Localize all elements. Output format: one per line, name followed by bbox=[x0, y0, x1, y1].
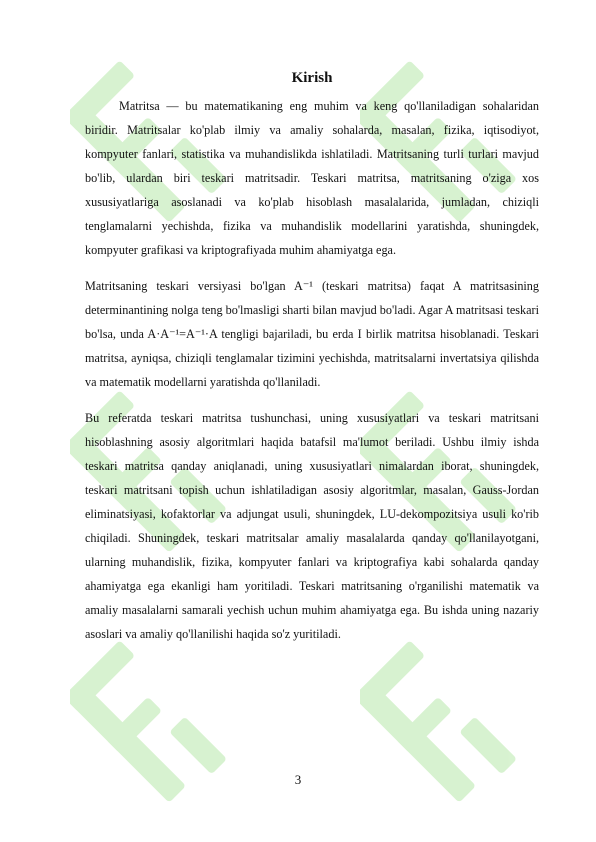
paragraph-3: Bu referatda teskari matritsa tushunchasi, uning xususiyatlari va teskari matritsani hisoblashning asosiy algoritmlari haqida batafsil ma'lumot beriladi. Ushbu ilmiy ishda teskari matritsa qanday aniqlanadi, uning xususiyatlari nimalardan iborat, shuningdek, teskari matritsani topish uchun ishlatiladigan asosiy algoritmlar, masalan, Gauss-Jordan eliminatsiyasi, kofaktorlar va adjungat usuli, shuningdek, LU-dekompozitsiya usuli ko'rib chiqiladi. Shuningdek, teskari matritsalar amaliy masalalarda qanday qo'llanilayotgani, ularning muhandislik, fizika, kompyuter fanlari va kriptografiya kabi sohalarda qanday ahamiyatga ega ekanligi ham yoritiladi. Teskari matritsaning o'rganilishi matematik va amaliy masalalarni samarali yechish uchun muhim ahamiyatga ega. Bu ishda uning nazariy asoslari va amaliy qo'llanilishi haqida so'z yuritiladi. bbox=[85, 411, 539, 641]
document-body bbox=[85, 68, 539, 658]
paragraph-1: Matritsa — bu matematikaning eng muhim va keng qo'llaniladigan sohalaridan biridir. Matritsalar ko'plab ilmiy va amaliy sohalarda, masalan, fizika, iqtisodiyot, kompyuter fanlari, statistika va muhandislikda ishlatiladi. Matritsaning turli turlari mavjud bo'lib, ulardan biri teskari matritsadir. Teskari matritsa, matritsaning o'ziga xos xususiyatlariga asoslanadi va ko'plab hisoblash masalalarida, jumladan, chiziqli tenglamalarni yechishda, fizika va muhandislik modellarini yaratishda, shuningdek, kompyuter grafikasi va kriptografiyada muhim ahamiyatga ega. bbox=[85, 99, 539, 257]
page-number: 3 bbox=[294, 772, 302, 787]
paragraph-2: Matritsaning teskari versiyasi bo'lgan A⁻¹ (teskari matritsa) faqat A matritsasining determinantining nolga teng bo'lmasligi sharti bilan mavjud bo'ladi. Agar A matritsasi teskari bo'lsa, unda A·A⁻¹=A⁻¹·A tengligi bajariladi, bu erda I birlik matritsa hisoblanadi. Teskari matritsa, ayniqsa, chiziqli tenglamalar tizimini yechishda, matritsalarni invertatsiya qilishda va matematik modellarni yaratishda qo'llaniladi. bbox=[85, 279, 539, 389]
section-title: Kirish bbox=[291, 70, 333, 86]
